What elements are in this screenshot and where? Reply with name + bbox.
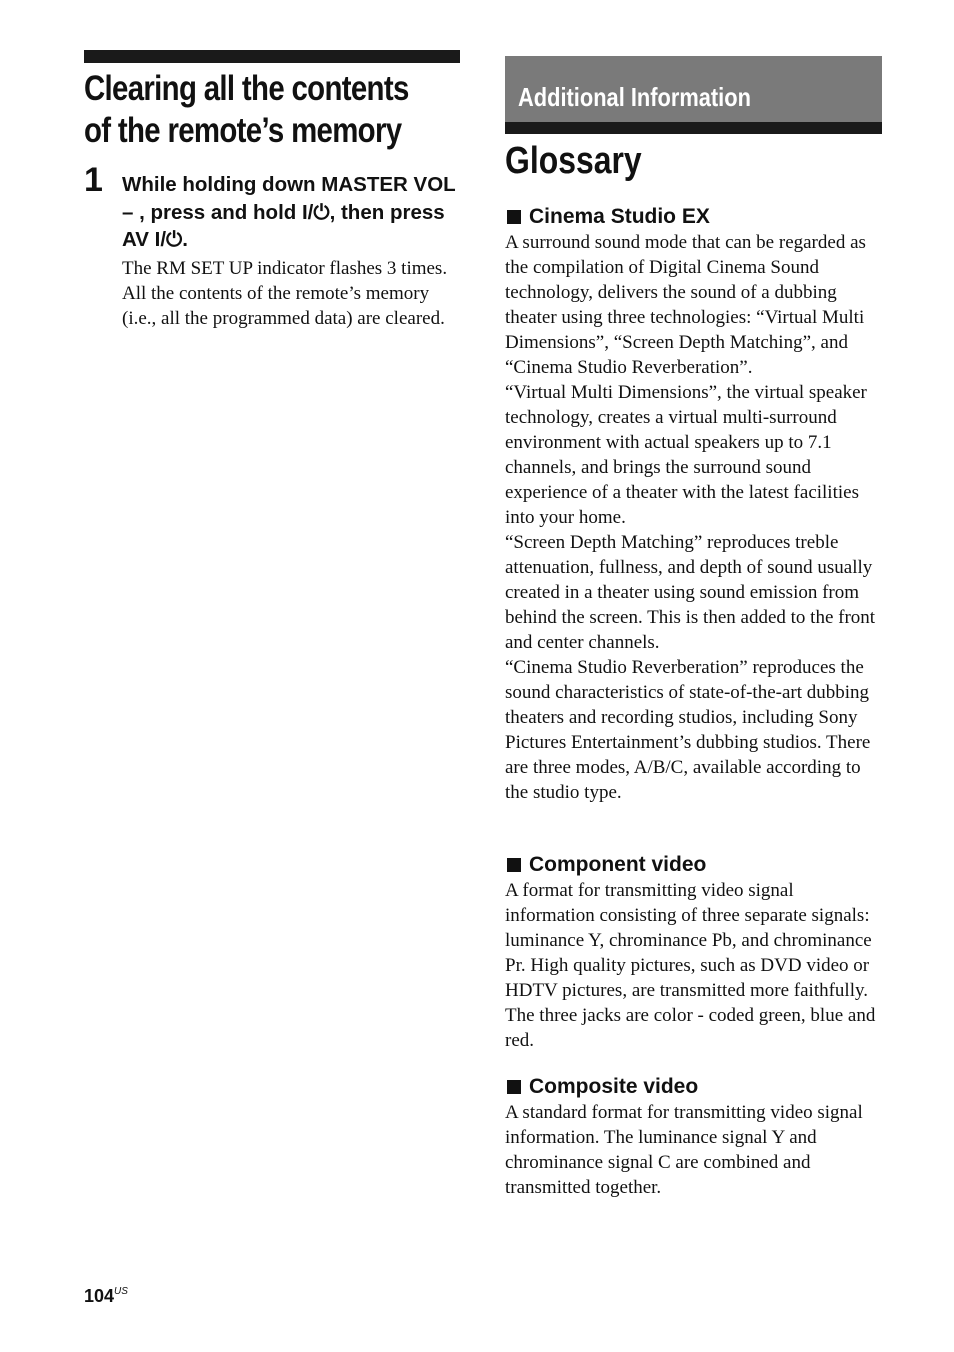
- page-number-suffix: US: [114, 1286, 128, 1297]
- entry-paragraph: A standard format for transmitting video signal information. The luminance signal Y and chrominance signal C are combined and transmitted together.: [505, 1102, 863, 1198]
- page-number-value: 104: [84, 1286, 115, 1306]
- section-banner-label: Additional Information: [518, 82, 751, 112]
- glossary-entry-component-video: [505, 852, 882, 1053]
- entry-body: [505, 1100, 882, 1200]
- section-rule: [84, 50, 460, 63]
- entry-heading: [505, 852, 882, 878]
- entry-heading: [505, 204, 882, 230]
- entry-term: Composite video: [529, 1075, 699, 1098]
- entry-body: [505, 230, 882, 805]
- entry-heading: [505, 1074, 882, 1100]
- square-bullet-icon: [507, 858, 521, 872]
- entry-paragraph: A surround sound mode that can be regarded as the compilation of Digital Cinema Sound technology, delivers the sound of a dubbing theater using three technologies: “Virtual Multi Dimensions”, “Screen Depth Matching”, and “Cinema Studio Reverberation”.: [505, 232, 866, 378]
- step-body: [122, 256, 462, 331]
- step-body-paragraph: The RM SET UP indicator flashes 3 times.: [122, 258, 448, 279]
- section-title: [84, 68, 460, 152]
- left-section: [84, 50, 460, 152]
- entry-paragraph: “Virtual Multi Dimensions”, the virtual speaker technology, creates a virtual multi-surround environment with actual speakers up to 7.1 channels, and brings the surround sound experience of a theater with the latest facilities into your home.: [505, 382, 867, 528]
- entry-term: Component video: [529, 853, 707, 876]
- glossary-entry-composite-video: [505, 1074, 882, 1200]
- banner-rule: [505, 122, 882, 134]
- section-title-line-1: Clearing all the contents: [84, 69, 409, 108]
- section-title-line-2: of the remote’s memory: [84, 111, 402, 150]
- step-body-paragraph: All the contents of the remote’s memory (i.e., all the programmed data) are cleared.: [122, 283, 445, 329]
- section-banner: [505, 56, 882, 122]
- step-number: 1: [84, 161, 103, 199]
- page-number: [84, 1281, 128, 1307]
- page-title: Glossary: [505, 140, 642, 182]
- glossary-entry-cinema-studio-ex: [505, 204, 882, 805]
- square-bullet-icon: [507, 210, 521, 224]
- step-instruction: While holding down MASTER VOL – , press and hold I/⏻, then press AV I/⏻.: [122, 173, 456, 251]
- right-header: [505, 56, 882, 184]
- entry-paragraph: “Cinema Studio Reverberation” reproduces the sound characteristics of state-of-the-art dubbing theaters and recording studios, including Sony Pictures Entertainment’s dubbing studios. There are three modes, A/B/C, available according to the studio type.: [505, 657, 871, 803]
- square-bullet-icon: [507, 1080, 521, 1094]
- entry-body: [505, 878, 882, 1053]
- entry-term: Cinema Studio EX: [529, 205, 710, 228]
- entry-paragraph: “Screen Depth Matching” reproduces treble attenuation, fullness, and depth of sound usually created in a theater using sound emission from behind the screen. This is then added to the front and center channels.: [505, 532, 876, 653]
- entry-paragraph: A format for transmitting video signal information consisting of three separate signals: luminance Y, chrominance Pb, and chrominance Pr. High quality pictures, such as DVD video or HDTV pictures, are transmitted more faithfully. The three jacks are color - coded green, blue and red.: [505, 880, 876, 1051]
